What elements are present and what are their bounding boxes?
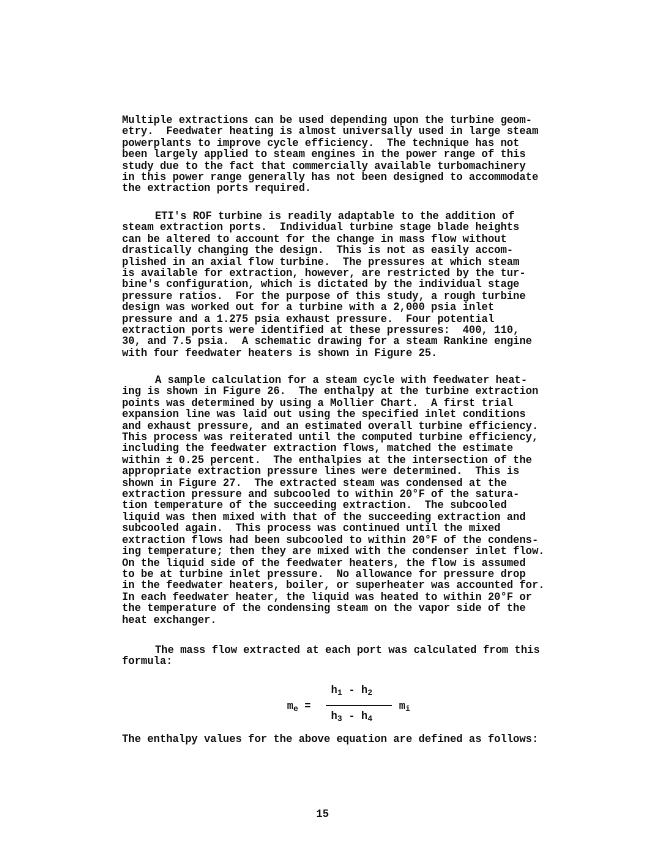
text-line: liquid was then mixed with that of the succeeding extraction and (122, 511, 526, 524)
paragraph-2 (122, 212, 592, 360)
text-line: plished in an axial flow turbine. The pressures at which steam (122, 256, 520, 269)
text-line: heat exchanger. (122, 614, 217, 627)
after-formula-text: The enthalpy values for the above equation are defined as follows: (122, 734, 539, 746)
text-line: in this power range generally has not been designed to accommodate (122, 172, 539, 185)
text-line: been largely applied to steam engines in the power range of this (122, 149, 526, 162)
text-line: tion temperature of the succeeding extraction. The subcooled (122, 500, 507, 513)
text-line: is available for extraction, however, are restricted by the tur- (122, 268, 526, 281)
text-line: On the liquid side of the feedwater heaters, the flow is assumed (122, 557, 526, 570)
text-line: in the feedwater heaters, boiler, or superheater was accounted for. (122, 580, 545, 593)
text-line: A sample calculation for a steam cycle with feedwater heat- (155, 375, 528, 387)
text-line: extraction pressure and subcooled to within 20°F of the satura- (122, 489, 520, 502)
text-line: to be at turbine inlet pressure. No allowance for pressure drop (122, 568, 526, 581)
text-line: ing is shown in Figure 26. The enthalpy at the turbine extraction (122, 386, 539, 399)
text-line: the extraction ports required. (122, 183, 312, 196)
text-line: expansion line was laid out using the specified inlet conditions (122, 409, 526, 422)
text-line: steam extraction ports. Individual turbine stage blade heights (122, 222, 520, 235)
text-line: points was determined by using a Mollier Chart. A first trial (122, 397, 514, 410)
paragraph-1 (122, 116, 592, 196)
text-line: powerplants to improve cycle efficiency. The technique has not (122, 137, 520, 150)
text-line: ing temperature; then they are mixed with the condenser inlet flow. (122, 546, 545, 559)
text-line: within ± 0.25 percent. The enthalpies at the intersection of the (122, 454, 532, 467)
paragraph-4 (122, 646, 592, 669)
text-line: extraction ports were identified at these pressures: 400, 110, (122, 325, 520, 338)
mass-flow-formula (287, 685, 467, 727)
text-line: subcooled again. This process was continued until the mixed (122, 523, 501, 536)
text-line: In each feedwater heater, the liquid was heated to within 20°F or (122, 591, 532, 604)
text-line: including the feedwater extraction flows, matched the estimate (122, 443, 514, 456)
page-number: 15 (316, 809, 329, 821)
formula-numerator: $h_1 - h_2$ (331, 685, 373, 698)
text-line: and exhaust pressure, and an estimated overall turbine efficiency. (122, 420, 539, 433)
text-line: shown in Figure 27. The extracted steam was condensed at the (122, 477, 507, 490)
formula-denominator: $h_3 - h_4$ (331, 711, 373, 724)
text-line: design was worked out for a turbine with a 2,000 psia inlet (122, 302, 495, 315)
text-line: pressure and a 1.275 psia exhaust pressure. Four potential (122, 313, 495, 326)
text-line: The mass flow extracted at each port was calculated from this (155, 645, 540, 657)
formula-rhs: $m_i$ (399, 701, 411, 714)
text-line: formula: (122, 656, 173, 669)
text-line: the temperature of the condensing steam on the vapor side of the (122, 603, 526, 616)
text-line: Multiple extractions can be used depending upon the turbine geom- (122, 115, 532, 127)
text-line: study due to the fact that commercially available turbomachinery (122, 160, 526, 173)
text-line: etry. Feedwater heating is almost universally used in large steam (122, 126, 539, 139)
text-line: drastically changing the design. This is not as easily accom- (122, 245, 514, 258)
text-line: extraction flows had been subcooled to within 20°F of the condens- (122, 534, 539, 547)
text-line: with four feedwater heaters is shown in Figure 25. (122, 347, 438, 360)
text-line: can be altered to account for the change in mass flow without (122, 233, 507, 246)
text-line: pressure ratios. For the purpose of this study, a rough turbine (122, 290, 526, 303)
text-line: ETI's ROF turbine is readily adaptable to the addition of (155, 211, 515, 223)
text-line: bine's configuration, which is dictated by the individual stage (122, 279, 520, 292)
text-line: 30, and 7.5 psia. A schematic drawing for a steam Rankine engine (122, 336, 532, 349)
paragraph-3 (122, 376, 592, 627)
text-line: appropriate extraction pressure lines were determined. This is (122, 466, 520, 479)
fraction-bar (326, 705, 392, 706)
formula-lhs: $m_e$ = (287, 701, 311, 714)
text-line: This process was reiterated until the computed turbine efficiency, (122, 432, 539, 445)
